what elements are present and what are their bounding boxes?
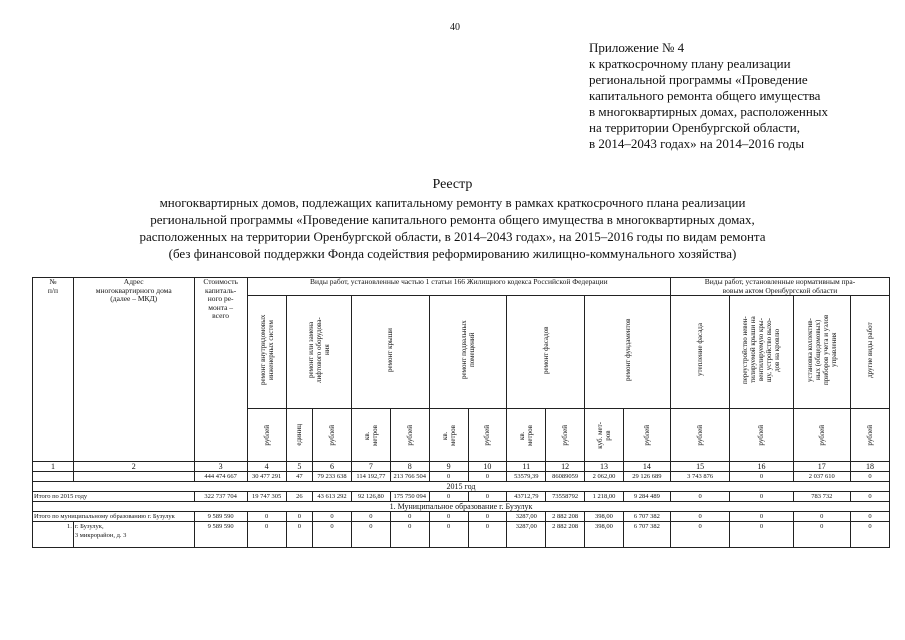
column-number: 1: [33, 462, 74, 472]
table-cell: 0: [468, 472, 507, 482]
column-number: 7: [351, 462, 390, 472]
column-number: 16: [730, 462, 793, 472]
table-cell: 19 747 305: [247, 492, 286, 502]
table-cell: 0: [793, 512, 850, 522]
document-title: Реестр: [432, 177, 473, 192]
year-label: 2015 год: [33, 482, 890, 492]
table-cell: 3287,00: [507, 512, 546, 522]
registry-table: [32, 277, 890, 548]
table-cell: 0: [670, 522, 729, 548]
heading-line: (без финансовой поддержки Фонда содействия реформированию жилищно-коммунального хозяйства): [168, 246, 737, 261]
unit-header: рублей: [730, 409, 793, 462]
table-cell: 0: [670, 512, 729, 522]
appendix-line: региональной программы «Проведение: [589, 72, 808, 87]
table-cell: 0: [313, 522, 352, 548]
column-number: 17: [793, 462, 850, 472]
heading-line: региональной программы «Проведение капитального ремонта общего имущества в многоквартирных домах,: [150, 212, 755, 227]
work-type-header: другие виды работ: [850, 296, 889, 409]
table-cell: 2 882 208: [546, 512, 585, 522]
group-federal-header: Виды работ, установленные частью 1 статьи 166 Жилищного кодекса Российской Федерации: [247, 278, 670, 296]
group-regional-header: Виды работ, установленные нормативным пра- вовым актом Оренбургской области: [670, 278, 889, 296]
table-cell: 2 037 610: [793, 472, 850, 482]
table-cell: 47: [286, 472, 313, 482]
heading-line: многоквартирных домов, подлежащих капитальному ремонту в рамках краткосрочного плана реализации: [159, 195, 746, 210]
table-cell: 30 477 291: [247, 472, 286, 482]
heading-line: расположенных на территории Оренбургской области, в 2014–2043 годах», на 2015–2016 годы по видам ремонта: [139, 229, 766, 244]
municipality-total-label: Итого по муниципальному образованию г. Бузулук: [33, 512, 195, 522]
unit-header: рублей: [313, 409, 352, 462]
table-cell: 0: [247, 512, 286, 522]
work-type-header: ремонт или замена лифтового оборудова- ния: [286, 296, 351, 409]
column-number: 9: [429, 462, 468, 472]
table-cell: 0: [468, 512, 507, 522]
table-cell: 213 766 504: [390, 472, 429, 482]
column-number: 18: [850, 462, 889, 472]
table-cell: 0: [429, 512, 468, 522]
unit-header: кв. метров: [351, 409, 390, 462]
col-no-header: № п/п: [33, 278, 74, 462]
row-address: г. Бузулук, 3 микрорайон, д. 3: [73, 522, 194, 548]
work-type-header: утепление фасада: [670, 296, 729, 409]
table-cell: 0: [850, 522, 889, 548]
column-number: 11: [507, 462, 546, 472]
work-type-header: ремонт подвальных помещений: [429, 296, 507, 409]
table-cell: 0: [351, 522, 390, 548]
column-number: 14: [623, 462, 670, 472]
table-cell: 26: [286, 492, 313, 502]
column-number: 12: [546, 462, 585, 472]
appendix-line: на территории Оренбургской области,: [589, 120, 800, 135]
table-cell: 444 474 667: [194, 472, 247, 482]
table-cell: 3 743 876: [670, 472, 729, 482]
work-type-header: ремонт фундаментов: [585, 296, 671, 409]
appendix-line: в многоквартирных домах, расположенных: [589, 104, 829, 119]
table-cell: 0: [286, 522, 313, 548]
table-cell: 9 589 590: [194, 522, 247, 548]
table-cell: 29 126 689: [623, 472, 670, 482]
unit-header: рублей: [247, 409, 286, 462]
column-number: 6: [313, 462, 352, 472]
column-number: 13: [585, 462, 624, 472]
unit-header: рублей: [468, 409, 507, 462]
table-cell: 0: [850, 492, 889, 502]
col-cost-header: Стоимость капиталь- ного ре- монта – всего: [194, 278, 247, 462]
table-row: [33, 522, 890, 548]
table-cell: 175 750 094: [390, 492, 429, 502]
unit-header: рублей: [390, 409, 429, 462]
table-cell: 0: [429, 522, 468, 548]
table-cell: 79 233 638: [313, 472, 352, 482]
total-row: [33, 472, 890, 482]
table-cell: 0: [429, 492, 468, 502]
column-number: 4: [247, 462, 286, 472]
column-number-row: [33, 462, 890, 472]
table-cell: 0: [390, 512, 429, 522]
table-cell: 6 707 382: [623, 522, 670, 548]
table-cell: 322 737 704: [194, 492, 247, 502]
table-cell: 86089059: [546, 472, 585, 482]
table-cell: 92 126,80: [351, 492, 390, 502]
table-cell: 0: [468, 492, 507, 502]
appendix-line: к краткосрочному плану реализации: [589, 56, 791, 71]
table-cell: 43712,79: [507, 492, 546, 502]
document-heading: [0, 176, 905, 262]
table-cell: 0: [793, 522, 850, 548]
table-cell: 6 707 382: [623, 512, 670, 522]
table-cell: 114 192,77: [351, 472, 390, 482]
work-type-header: ремонт крыши: [351, 296, 429, 409]
appendix-line: капитального ремонта общего имущества: [589, 88, 821, 103]
table-cell: 73558792: [546, 492, 585, 502]
year-total-label: Итого по 2015 году: [33, 492, 195, 502]
table-cell: 0: [286, 512, 313, 522]
table-cell: 0: [313, 512, 352, 522]
unit-header: рублей: [793, 409, 850, 462]
table-cell: 2 882 208: [546, 522, 585, 548]
unit-header: рублей: [546, 409, 585, 462]
col-address-header: Адрес многоквартирного дома (далее – МКД): [73, 278, 194, 462]
work-type-header: ремонт фасадов: [507, 296, 585, 409]
unit-header: рублей: [670, 409, 729, 462]
table-cell: 0: [247, 522, 286, 548]
table-cell: 0: [468, 522, 507, 548]
table-cell: 0: [730, 492, 793, 502]
table-cell: 0: [429, 472, 468, 482]
table-cell: 3287,00: [507, 522, 546, 548]
table-cell: 0: [730, 512, 793, 522]
unit-header: рублей: [850, 409, 889, 462]
year-total-row: [33, 492, 890, 502]
municipality-total-row: [33, 512, 890, 522]
unit-header: кв. метров: [507, 409, 546, 462]
table-cell: 1 218,00: [585, 492, 624, 502]
work-type-header: переустройство невен- тилируемой крыши на вентилируемую кры- шу, устройство выхо- дов на кровлю: [730, 296, 793, 409]
column-number: 3: [194, 462, 247, 472]
table-cell: [73, 472, 194, 482]
table-cell: 0: [670, 492, 729, 502]
table-cell: 43 613 292: [313, 492, 352, 502]
column-number: 2: [73, 462, 194, 472]
table-cell: 0: [850, 512, 889, 522]
table-cell: 9 284 489: [623, 492, 670, 502]
unit-header: рублей: [623, 409, 670, 462]
table-cell: 398,00: [585, 522, 624, 548]
table-cell: 53579,39: [507, 472, 546, 482]
column-number: 15: [670, 462, 729, 472]
unit-header: единиц: [286, 409, 313, 462]
municipality-label: 1. Муниципальное образование г. Бузулук: [33, 502, 890, 512]
table-cell: 398,00: [585, 512, 624, 522]
table-cell: 0: [351, 512, 390, 522]
table-cell: 0: [730, 472, 793, 482]
column-number: 5: [286, 462, 313, 472]
unit-header: куб. мет- ров: [585, 409, 624, 462]
unit-header: кв. метров: [429, 409, 468, 462]
appendix-line: в 2014–2043 годах» на 2014–2016 годы: [589, 136, 805, 151]
table-cell: 9 589 590: [194, 512, 247, 522]
table-cell: 783 732: [793, 492, 850, 502]
work-type-header: ремонт внутридомовых инженерных систем: [247, 296, 286, 409]
appendix-line: Приложение № 4: [589, 40, 685, 55]
table-cell: 0: [850, 472, 889, 482]
table-cell: 0: [390, 522, 429, 548]
column-number: 10: [468, 462, 507, 472]
row-number: 1.: [33, 522, 74, 548]
column-number: 8: [390, 462, 429, 472]
table-cell: 2 062,00: [585, 472, 624, 482]
table-cell: [33, 472, 74, 482]
page-number: 40: [450, 22, 460, 33]
table-cell: 0: [730, 522, 793, 548]
work-type-header: установка коллектив- ных (общедомовых) приборов учета и узлов управления: [793, 296, 850, 409]
appendix-note: [589, 40, 828, 152]
